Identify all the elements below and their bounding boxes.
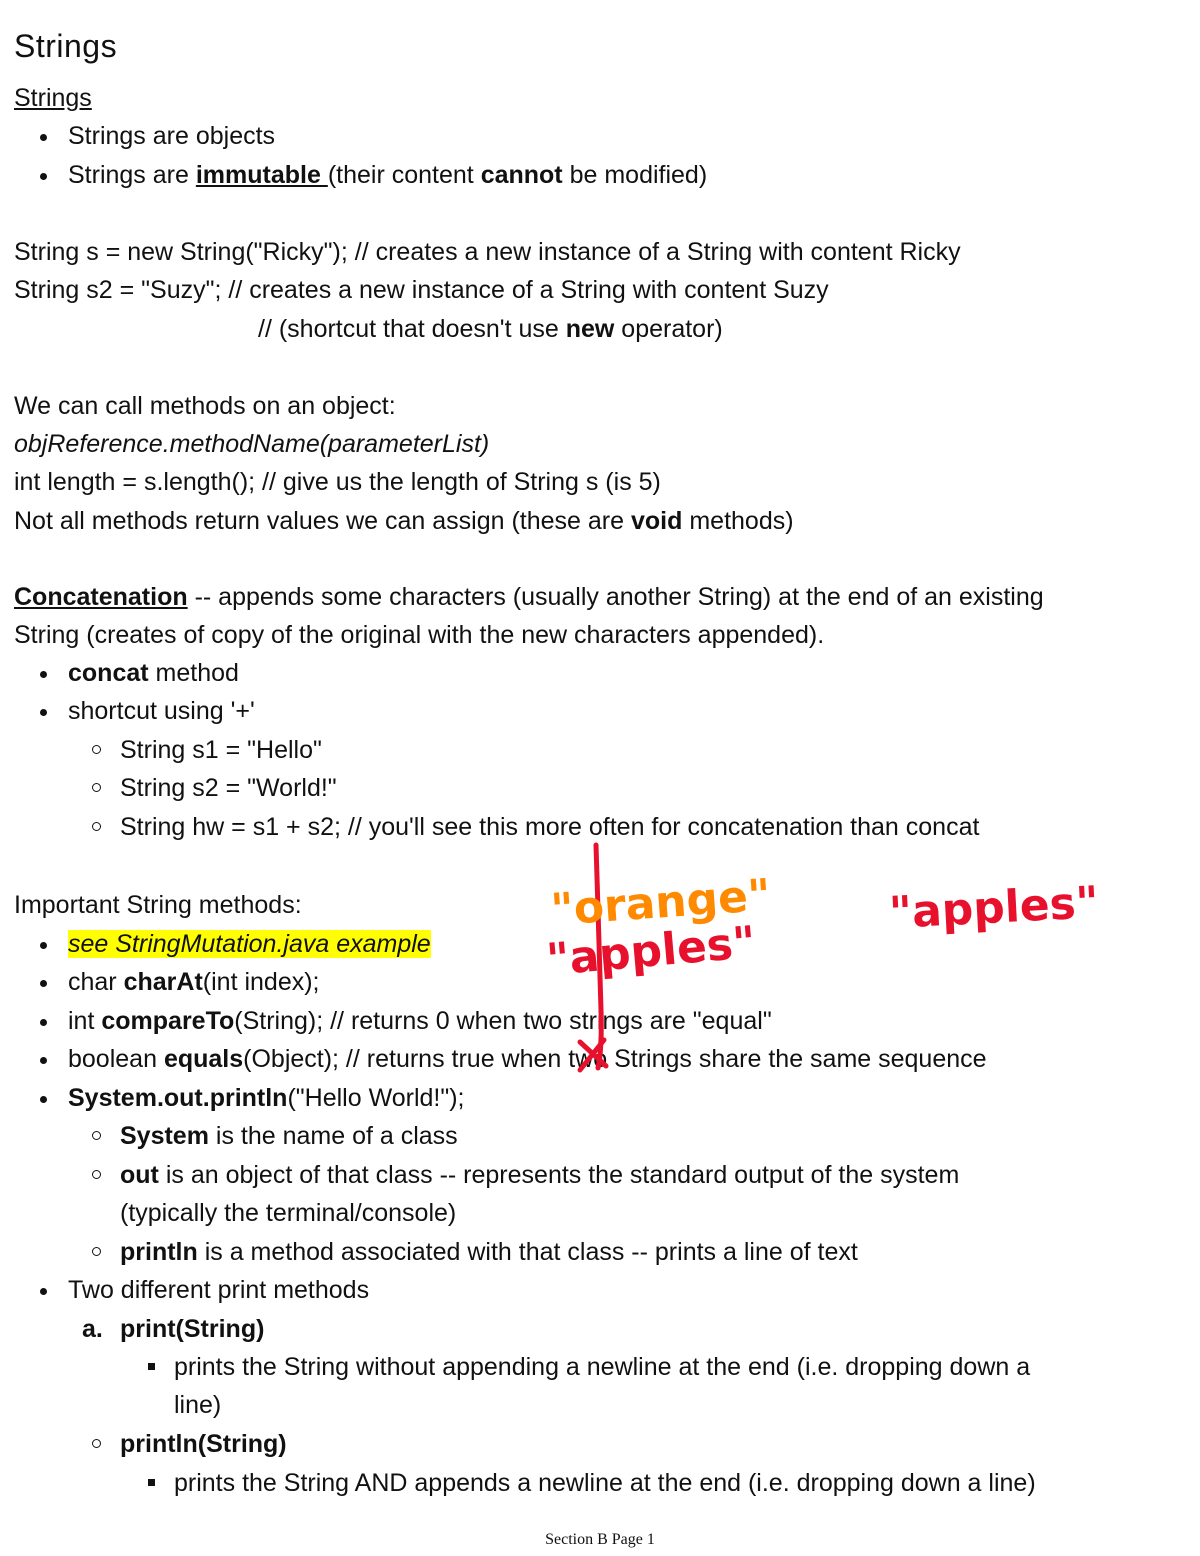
list-item: Strings are objects [68, 122, 276, 150]
text-line: String (creates of copy of the original with the new characters appended). [14, 621, 825, 649]
list-item: Two different print methods [68, 1276, 370, 1304]
detail-item: prints the String without appending a newline at the end (i.e. dropping down a [174, 1353, 1031, 1381]
list-item: shortcut using '+' [68, 697, 255, 725]
ink-orange-word: "orange" [549, 869, 773, 936]
list-item: Strings are immutable (their content cannot be modified) [68, 161, 708, 189]
sub-list-item-continued: (typically the terminal/console) [120, 1199, 457, 1227]
sub-list-item: String s1 = "Hello" [120, 736, 322, 764]
ink-apples-struck: "apples" [544, 916, 758, 986]
sub-list-item: println(String) [120, 1430, 287, 1458]
list-item: boolean equals(Object); // returns true when two Strings share the same sequence [68, 1045, 987, 1073]
strings-heading: Strings [14, 84, 92, 112]
sub-list-item: System is the name of a class [120, 1122, 458, 1150]
method-syntax: objReference.methodName(parameterList) [14, 430, 490, 458]
ink-apples-word: "apples" [887, 877, 1100, 939]
list-item: int compareTo(String); // returns 0 when two strings are "equal" [68, 1007, 772, 1035]
page-footer: Section B Page 1 [545, 1531, 655, 1548]
sub-list-item: out is an object of that class -- represents the standard output of the system [120, 1161, 960, 1189]
sub-list-item: String hw = s1 + s2; // you'll see this more often for concatenation than concat [120, 813, 980, 841]
important-heading: Important String methods: [14, 891, 302, 919]
code-comment: // (shortcut that doesn't use new operator) [258, 315, 723, 343]
list-item: concat method [68, 659, 239, 687]
text-line: Not all methods return values we can assign (these are void methods) [14, 507, 794, 535]
detail-item-continued: line) [174, 1391, 222, 1419]
code-line: String s = new String("Ricky"); // creates a new instance of a String with content Ricky [14, 238, 961, 266]
enum-item: a. print(String) [82, 1315, 265, 1343]
sub-list-item: println is a method associated with that class -- prints a line of text [120, 1238, 858, 1266]
sub-list-item: String s2 = "World!" [120, 774, 337, 802]
code-line: String s2 = "Suzy"; // creates a new instance of a String with content Suzy [14, 276, 829, 304]
text-line: We can call methods on an object: [14, 392, 396, 420]
code-line: int length = s.length(); // give us the length of String s (is 5) [14, 468, 661, 496]
list-item: see StringMutation.java example [68, 930, 431, 958]
list-item: char charAt(int index); [68, 968, 320, 996]
detail-item: prints the String AND appends a newline at the end (i.e. dropping down a line) [174, 1469, 1036, 1497]
list-item: System.out.println("Hello World!"); [68, 1084, 465, 1112]
page-title: Strings [14, 28, 118, 64]
concat-definition: Concatenation -- appends some characters (usually another String) at the end of an existing [14, 583, 1044, 611]
